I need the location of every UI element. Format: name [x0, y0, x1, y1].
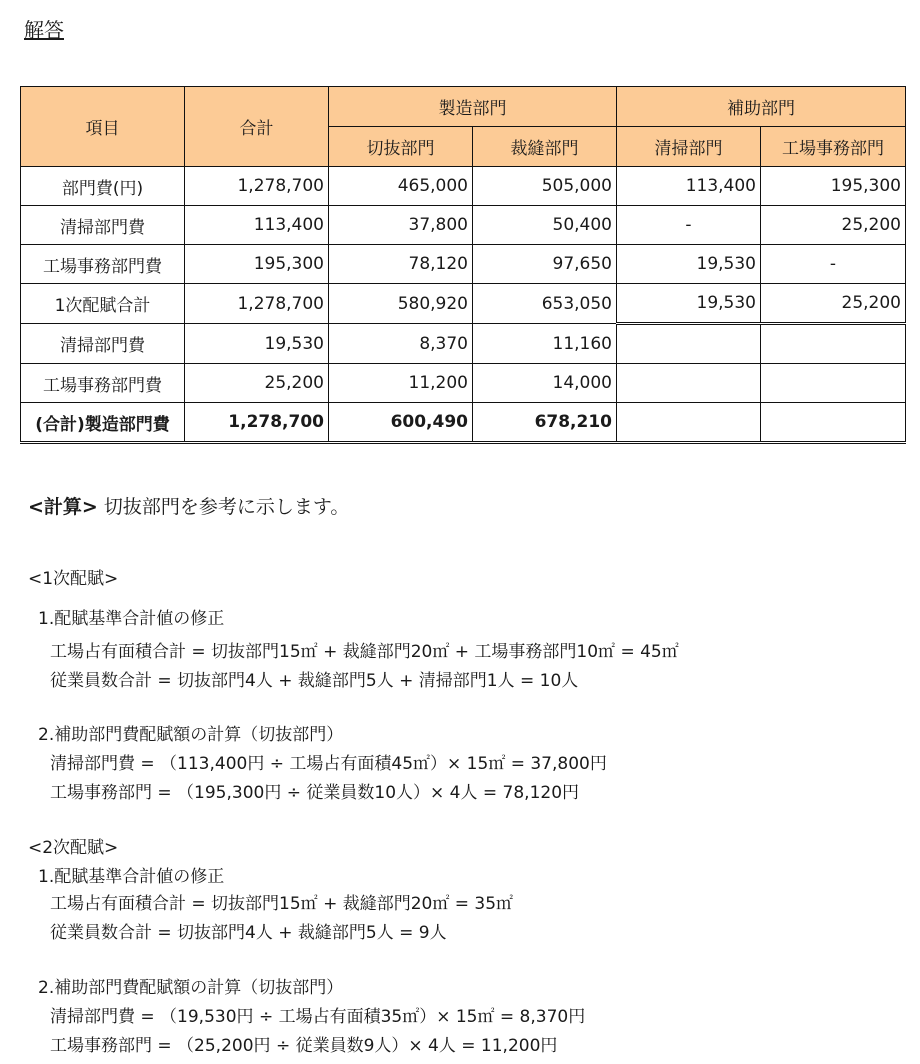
cell-cutting: 465,000 [329, 167, 473, 206]
row-label: 工場事務部門費 [21, 364, 185, 403]
cell-sewing: 653,050 [473, 284, 617, 324]
first-step1-line: 工場占有面積合計 = 切抜部門15㎡ + 裁縫部門20㎡ + 工場事務部門10㎡ = 45㎡ [50, 642, 679, 662]
first-step1-line: 従業員数合計 = 切抜部門4人 + 裁縫部門5人 + 清掃部門1人 = 10人 [50, 671, 579, 691]
calc-heading-text: 切抜部門を参考に示します。 [103, 496, 350, 518]
cell-cleaning: 19,530 [617, 245, 761, 284]
header-total: 合計 [185, 87, 329, 167]
table-row [21, 364, 906, 403]
row-label: 1次配賦合計 [21, 284, 185, 324]
cell-total: 1,278,700 [185, 284, 329, 324]
row-label: 工場事務部門費 [21, 245, 185, 284]
cell-sewing: 50,400 [473, 206, 617, 245]
cell-cutting: 11,200 [329, 364, 473, 403]
cell-cleaning: - [617, 206, 761, 245]
cell-office: 25,200 [761, 206, 906, 245]
header-office: 工場事務部門 [761, 127, 906, 167]
cell-total: 1,278,700 [185, 167, 329, 206]
first-step2-title: 2.補助部門費配賦額の計算（切抜部門） [38, 725, 344, 745]
cell-cleaning [617, 364, 761, 403]
header-sewing: 裁縫部門 [473, 127, 617, 167]
first-step1-title: 1.配賦基準合計値の修正 [38, 609, 225, 629]
cell-cleaning: 19,530 [617, 284, 761, 324]
second-step2-line: 清掃部門費 = （19,530円 ÷ 工場占有面積35㎡）× 15㎡ = 8,370円 [50, 1007, 586, 1027]
cell-total: 1,278,700 [185, 403, 329, 443]
allocation-table [20, 86, 906, 444]
second-allocation-title: <2次配賦> [28, 838, 119, 858]
cell-cutting: 580,920 [329, 284, 473, 324]
cell-office [761, 364, 906, 403]
table-row [21, 245, 906, 284]
table-row-total [21, 403, 906, 443]
cell-cleaning [617, 403, 761, 443]
second-step1-line: 工場占有面積合計 = 切抜部門15㎡ + 裁縫部門20㎡ = 35㎡ [50, 894, 514, 914]
header-cutting: 切抜部門 [329, 127, 473, 167]
cell-office: 195,300 [761, 167, 906, 206]
cell-sewing: 14,000 [473, 364, 617, 403]
row-label: 清掃部門費 [21, 324, 185, 364]
answer-title: 解答 [24, 18, 64, 42]
cell-cutting: 600,490 [329, 403, 473, 443]
calc-heading-bold: <計算> [28, 496, 98, 518]
cell-cutting: 8,370 [329, 324, 473, 364]
cell-office [761, 324, 906, 364]
cell-sewing: 11,160 [473, 324, 617, 364]
header-manufacturing: 製造部門 [329, 87, 617, 127]
row-label: 清掃部門費 [21, 206, 185, 245]
second-step2-line: 工場事務部門 = （25,200円 ÷ 従業員数9人）× 4人 = 11,200円 [50, 1036, 558, 1056]
cell-cutting: 37,800 [329, 206, 473, 245]
second-step1-title: 1.配賦基準合計値の修正 [38, 867, 225, 887]
first-allocation-title: <1次配賦> [28, 569, 119, 589]
first-step2-line: 工場事務部門 = （195,300円 ÷ 従業員数10人）× 4人 = 78,120円 [50, 783, 580, 803]
row-label: 部門費(円) [21, 167, 185, 206]
cell-sewing: 97,650 [473, 245, 617, 284]
calc-heading [28, 492, 349, 519]
cell-office: 25,200 [761, 284, 906, 324]
row-label: (合計)製造部門費 [21, 403, 185, 443]
cell-sewing: 505,000 [473, 167, 617, 206]
second-step2-title: 2.補助部門費配賦額の計算（切抜部門） [38, 978, 344, 998]
cell-cleaning [617, 324, 761, 364]
header-item: 項目 [21, 87, 185, 167]
first-step2-line: 清掃部門費 = （113,400円 ÷ 工場占有面積45㎡）× 15㎡ = 37,800円 [50, 754, 607, 774]
table-row [21, 167, 906, 206]
table-row [21, 284, 906, 324]
cell-office: - [761, 245, 906, 284]
second-step1-line: 従業員数合計 = 切抜部門4人 + 裁縫部門5人 = 9人 [50, 923, 447, 943]
table-row [21, 206, 906, 245]
header-auxiliary: 補助部門 [617, 87, 906, 127]
cell-office [761, 403, 906, 443]
cell-total: 195,300 [185, 245, 329, 284]
cell-cleaning: 113,400 [617, 167, 761, 206]
cell-cutting: 78,120 [329, 245, 473, 284]
cell-total: 113,400 [185, 206, 329, 245]
cell-sewing: 678,210 [473, 403, 617, 443]
table-row [21, 324, 906, 364]
header-cleaning: 清掃部門 [617, 127, 761, 167]
cell-total: 19,530 [185, 324, 329, 364]
cell-total: 25,200 [185, 364, 329, 403]
